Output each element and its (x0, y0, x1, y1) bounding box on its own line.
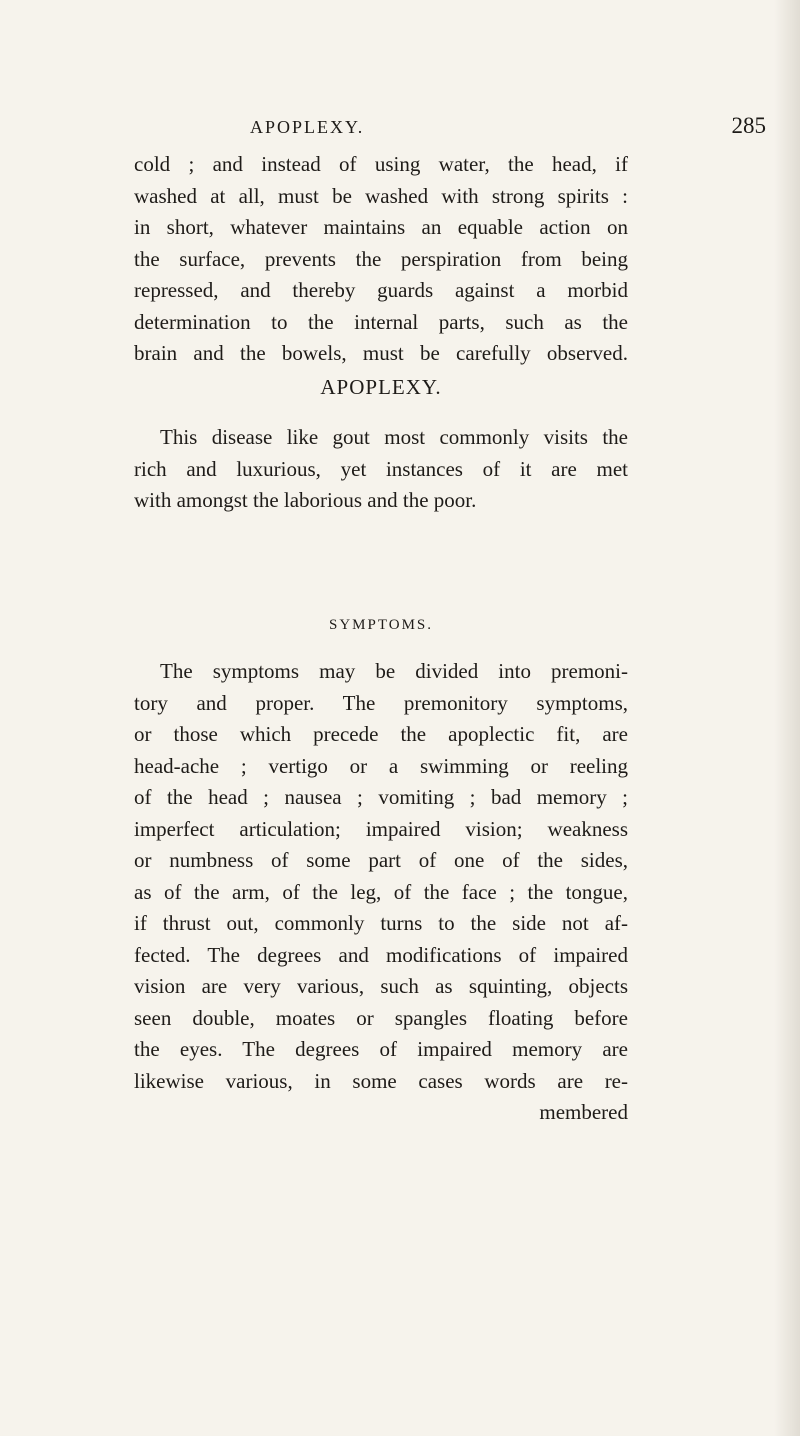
text-line: fected. The degrees and modifications of impaired (134, 942, 628, 967)
text-line: This disease like gout most commonly visits the (160, 425, 628, 449)
paragraph-continued (134, 149, 628, 370)
text-line: or those which precede the apoplectic fit, are (134, 722, 628, 746)
text-line: imperfect articulation; impaired vision; weakness (134, 816, 628, 841)
text-line: likewise various, in some cases words are re- (134, 1068, 628, 1093)
text-line: of the head ; nausea ; vomiting ; bad memory ; (134, 785, 628, 809)
page-number: 285 (731, 113, 766, 138)
text-line: The symptoms may be divided into premoni- (160, 659, 628, 683)
text-line: the eyes. The degrees of impaired memory are (134, 1037, 628, 1061)
page-edge-shadow (774, 0, 800, 1436)
text-line: seen double, moates or spangles floating before (134, 1005, 628, 1030)
text-line: brain and the bowels, must be carefully observed. (134, 341, 628, 365)
section-heading: APOPLEXY. (320, 375, 442, 399)
paragraph-symptoms (134, 656, 628, 1129)
text-line: repressed, and thereby guards against a morbid (134, 278, 628, 302)
text-line: washed at all, must be washed with strong spirits : (134, 183, 628, 208)
text-line: in short, whatever maintains an equable action on (134, 215, 628, 239)
running-head (250, 113, 770, 147)
text-line: rich and luxurious, yet instances of it are met (134, 456, 628, 481)
catchword: membered (539, 1100, 628, 1124)
text-line: determination to the internal parts, such as the (134, 309, 628, 334)
text-line: head-ache ; vertigo or a swimming or reeling (134, 753, 628, 778)
text-line: the surface, prevents the perspiration from being (134, 246, 628, 271)
text-line: or numbness of some part of one of the sides, (134, 848, 628, 872)
text-line: as of the arm, of the leg, of the face ; the tongue, (134, 879, 628, 904)
text-line: if thrust out, commonly turns to the side not af- (134, 911, 628, 935)
running-head-title: APOPLEXY. (250, 117, 365, 137)
text-line: tory and proper. The premonitory symptoms, (134, 690, 628, 715)
text-line: with amongst the laborious and the poor. (134, 488, 477, 512)
text-line: cold ; and instead of using water, the head, if (134, 152, 628, 176)
subsection-heading: SYMPTOMS. (328, 617, 433, 633)
paragraph-intro (134, 422, 628, 517)
text-line: vision are very various, such as squinting, objects (134, 974, 628, 998)
